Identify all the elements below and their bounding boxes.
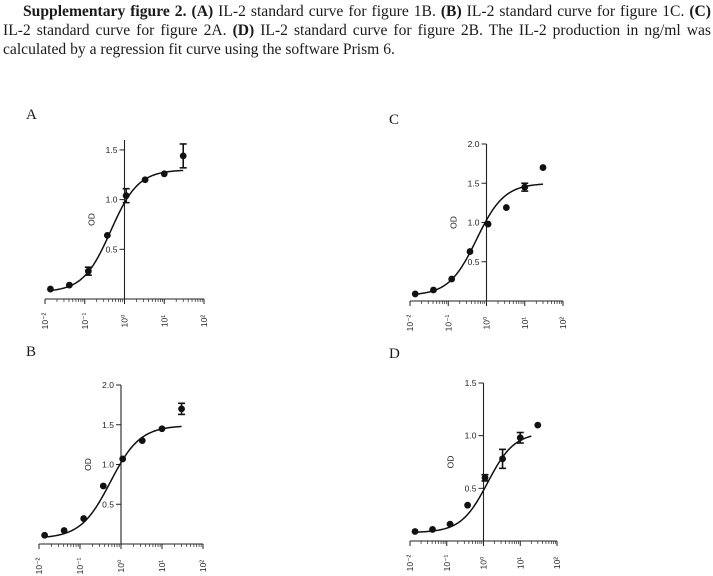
panel-label-a: A (26, 107, 37, 123)
x-tick-label: 10⁻² (40, 312, 50, 330)
y-tick-label: 0.5 (464, 483, 477, 494)
x-tick-label: 10² (199, 314, 209, 328)
x-tick-label: 10⁻¹ (441, 554, 452, 572)
panel-label-d: D (389, 346, 400, 362)
y-tick-label: 1.0 (467, 217, 480, 228)
panel-label-c: C (389, 112, 400, 128)
x-tick-label: 10⁰ (478, 556, 489, 570)
caption-tag-c: (C) (689, 3, 711, 20)
x-tick-label: 10² (552, 556, 562, 570)
x-tick-label: 10⁻¹ (79, 312, 90, 330)
caption-tag-a: (A) (191, 3, 214, 20)
y-tick-label: 1.0 (105, 194, 118, 205)
x-tick-label: 10⁻¹ (75, 557, 85, 575)
y-axis-label: OD (83, 458, 93, 471)
x-tick-label: 10⁰ (481, 316, 492, 330)
caption-head: Supplementary figure 2. (23, 3, 187, 20)
y-tick-label: 1.5 (467, 178, 480, 189)
x-tick-label: 10¹ (519, 316, 530, 330)
y-tick-label: 2.0 (102, 380, 114, 390)
data-point (534, 422, 541, 429)
data-point (429, 526, 436, 533)
data-point (482, 474, 489, 481)
y-tick-label: 2.0 (467, 139, 480, 149)
data-point (447, 521, 454, 528)
caption-text-d: IL-2 standard curve for figure 2B. The IL-2 production in ng/ml was calculated by a regression fit curve using the software Prism 6. (3, 22, 711, 58)
caption-text-a: IL-2 standard curve for figure 1B. (213, 3, 441, 20)
x-tick-label: 10¹ (159, 314, 170, 328)
y-tick-label: 1.0 (102, 459, 114, 470)
y-tick-label: 0.5 (102, 499, 114, 510)
x-tick-label: 10⁰ (119, 314, 130, 328)
data-point (499, 455, 506, 462)
x-tick-label: 10² (558, 316, 568, 330)
data-point (464, 502, 471, 509)
y-tick-label: 0.5 (467, 256, 480, 267)
y-axis-label: OD (445, 455, 456, 469)
x-tick-label: 10² (198, 559, 208, 573)
x-tick-label: 10¹ (515, 556, 526, 570)
y-tick-label: 1.5 (464, 378, 477, 388)
y-axis-label: OD (448, 216, 459, 229)
y-tick-label: 1.0 (464, 430, 477, 441)
panel-label-b: B (26, 344, 37, 360)
y-tick-label: 1.5 (105, 144, 118, 155)
caption-text-c: IL-2 standard curve for figure 2A. (3, 22, 233, 39)
caption-text-b: IL-2 standard curve for figure 1C. (461, 3, 690, 20)
data-point (412, 528, 419, 535)
x-tick-label: 10⁻² (34, 557, 44, 575)
caption-tag-d: (D) (232, 22, 255, 39)
x-tick-label: 10⁰ (116, 559, 126, 573)
y-tick-label: 1.5 (102, 419, 114, 430)
caption-tag-b: (B) (440, 3, 462, 20)
y-tick-label: 0.5 (105, 244, 118, 255)
y-axis-label: OD (86, 213, 97, 226)
data-point (517, 434, 524, 441)
x-tick-label: 10¹ (157, 559, 167, 573)
x-tick-label: 10⁻² (405, 554, 415, 572)
x-tick-label: 10⁻¹ (443, 314, 454, 332)
x-tick-label: 10⁻² (405, 314, 415, 332)
